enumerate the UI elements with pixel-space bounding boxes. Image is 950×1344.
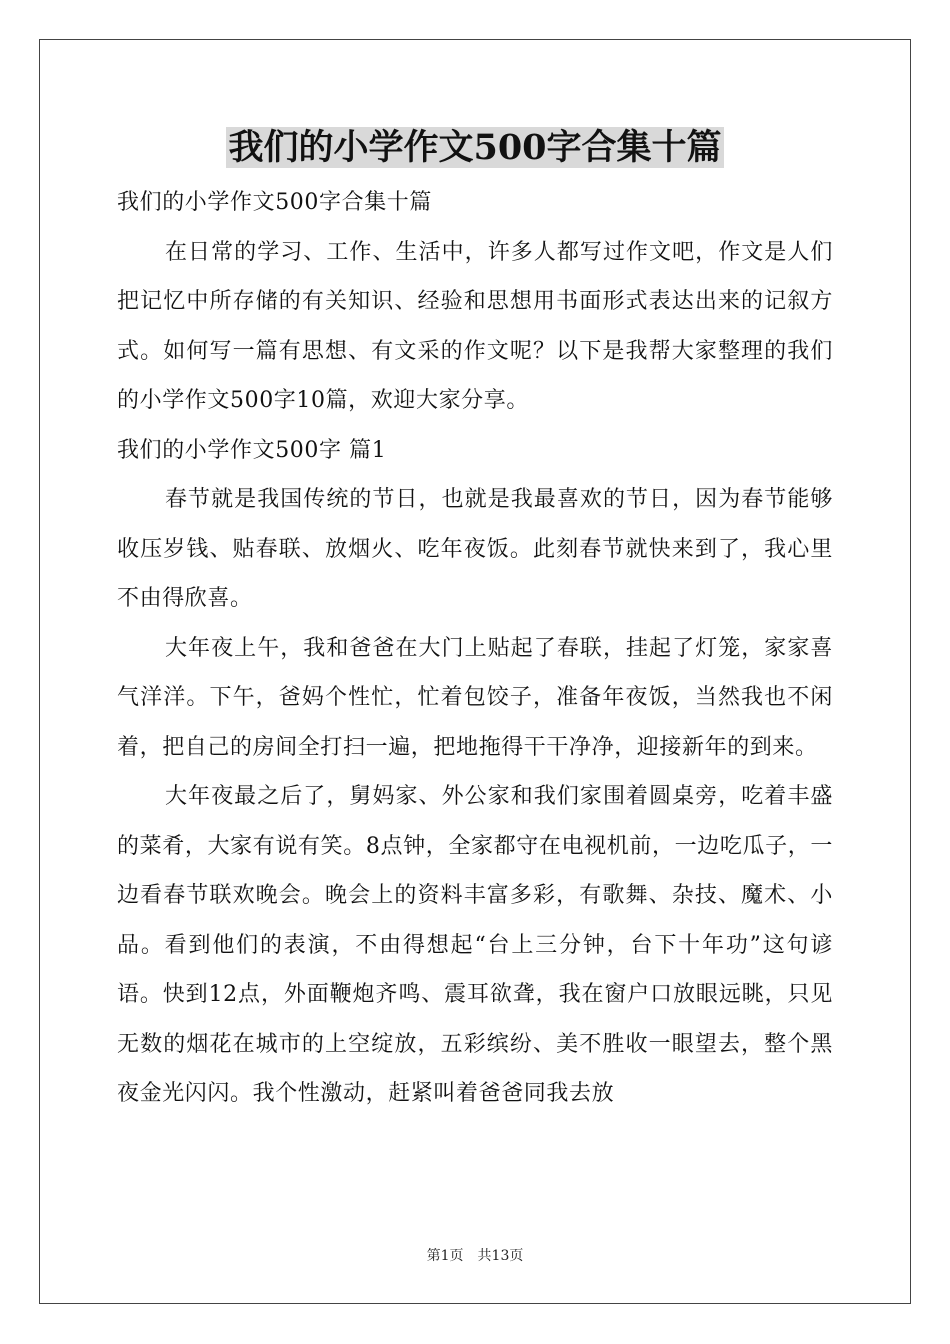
paragraph: 我们的小学作文500字合集十篇 [117, 190, 432, 215]
document-title-text: 我们的小学作文500字合集十篇 [228, 127, 722, 168]
paragraph: 在日常的学习、工作、生活中，许多人都写过作文吧，作文是人们把记忆中所存储的有关知识、经验和思想用书面形式表达出来的记叙方式。如何写一篇有思想、有文采的作文呢？以下是我帮大家整理的我们的小学作文500字10篇，欢迎大家分享。 [117, 239, 833, 413]
section-heading: 我们的小学作文500字 篇1 [117, 437, 387, 463]
document-body [117, 178, 833, 1119]
paragraph: 大年夜上午，我和爸爸在大门上贴起了春联，挂起了灯笼，家家喜气洋洋。下午，爸妈个性忙，忙着包饺子，准备年夜饭，当然我也不闲着，把自己的房间全打扫一遍，把地拖得干干净净，迎接新年的到来。 [117, 635, 833, 760]
document-title [0, 122, 950, 174]
page-number-footer: 第1页 共13页 [426, 1248, 524, 1264]
paragraph: 大年夜最之后了，舅妈家、外公家和我们家围着圆桌旁，吃着丰盛的菜肴，大家有说有笑。8点钟，全家都守在电视机前，一边吃瓜子，一边看春节联欢晚会。晚会上的资料丰富多彩，有歌舞、杂技、魔术、小品。看到他们的表演，不由得想起“台上三分钟，台下十年功”这句谚语。快到12点，外面鞭炮齐鸣、震耳欲聋，我在窗户口放眼远眺，只见无数的烟花在城市的上空绽放，五彩缤纷、美不胜收一眼望去，整个黑夜金光闪闪。我个性激动，赶紧叫着爸爸同我去放 [117, 784, 833, 1106]
paragraph: 春节就是我国传统的节日，也就是我最喜欢的节日，因为春节能够收压岁钱、贴春联、放烟火、吃年夜饭。此刻春节就快来到了，我心里不由得欣喜。 [117, 487, 833, 611]
